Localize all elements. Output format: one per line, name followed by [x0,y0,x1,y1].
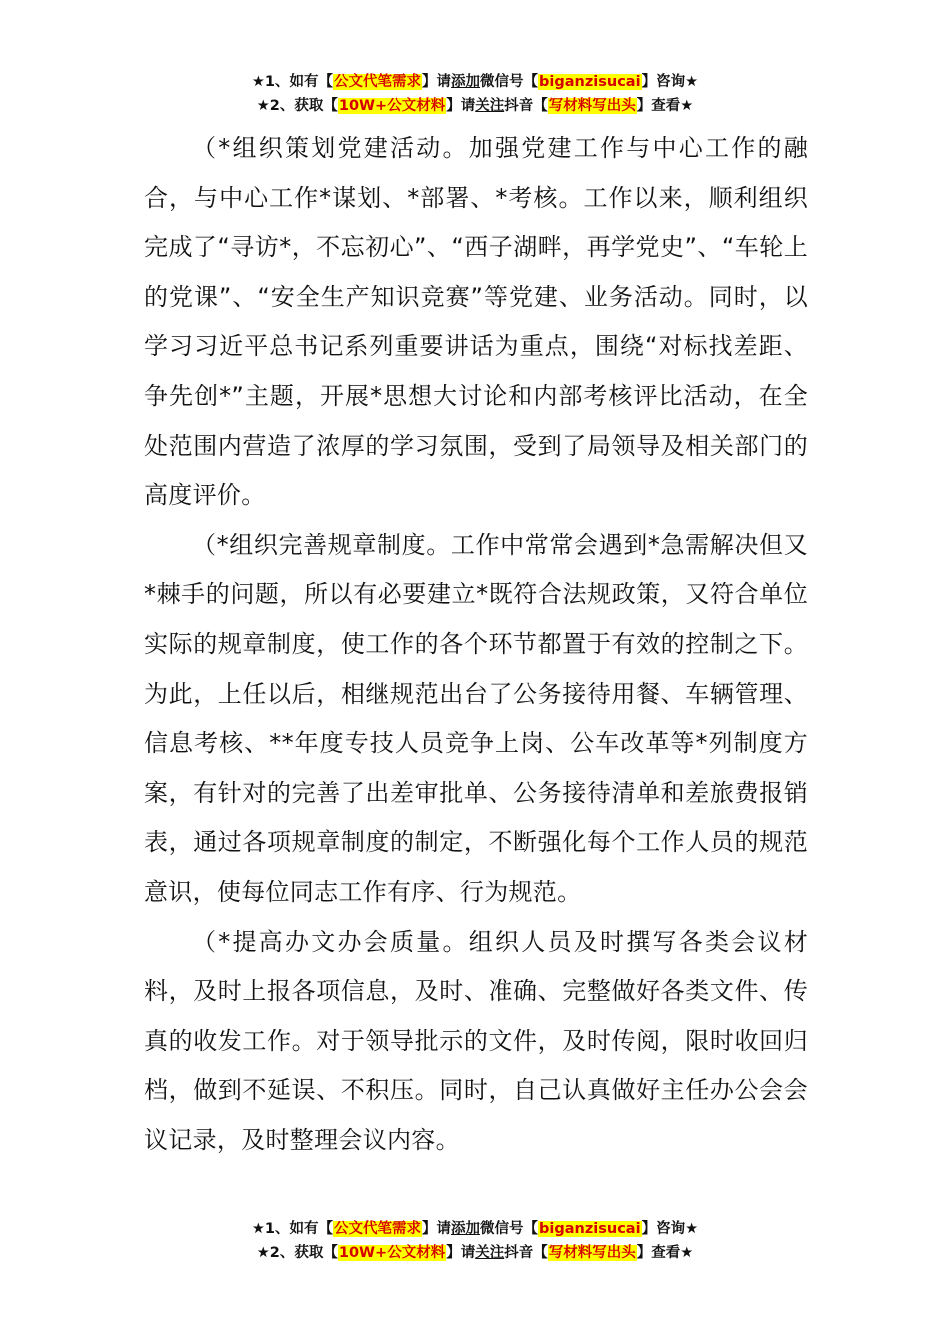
banner-text: 】咨询★ [641,74,699,90]
banner-text: ★1、如有【 [251,74,334,90]
banner-text: 】查看★ [636,98,694,114]
banner-text: 】请 [446,98,476,114]
banner-text: 微信号【 [480,1221,539,1237]
document-body [144,124,808,1165]
banner-underline: 关注 [475,98,505,114]
paragraph-party-building: （*组织策划党建活动。加强党建工作与中心工作的融合，与中心工作*谋划、*部署、*考核。工作以来，顺利组织完成了“寻访*，不忘初心”、“西子湖畔，再学党史”、“车轮上的党课”、“安全生产知识竞赛”等党建、业务活动。同时，以学习习近平总书记系列重要讲话为重点，围绕“对标找差距、争先创*”主题，开展*思想大讨论和内部考核评比活动，在全处范围内营造了浓厚的学习氛围，受到了局领导及相关部门的高度评价。 [144,134,808,510]
banner-highlight: 10W+公文材料 [338,1245,446,1261]
banner-text: 抖音【 [504,98,548,114]
footer-banner [0,1217,950,1265]
banner-text: ★1、如有【 [251,1221,334,1237]
banner-text: ★2、获取【 [256,1245,338,1261]
banner-text: 微信号【 [480,74,539,90]
banner-line-1 [0,1217,950,1241]
banner-underline: 添加 [451,1221,481,1237]
banner-text: ★2、获取【 [256,98,338,114]
banner-highlight: 写材料写出头 [548,1245,636,1261]
banner-highlight: 10W+公文材料 [338,98,446,114]
banner-text: 】请 [422,74,452,90]
paragraph-regulations: （*组织完善规章制度。工作中常常会遇到*急需解决但又*棘手的问题，所以有必要建立*既符合法规政策，又符合单位实际的规章制度，使工作的各个环节都置于有效的控制之下。为此，上任以后，相继规范出台了公务接待用餐、车辆管理、信息考核、**年度专技人员竞争上岗、公车改革等*列制度方案，有针对的完善了出差审批单、公务接待清单和差旅费报销表，通过各项规章制度的制定，不断强化每个工作人员的规范意识，使每位同志工作有序、行为规范。 [144,530,808,906]
banner-text: 】查看★ [636,1245,694,1261]
banner-text: 】请 [446,1245,476,1261]
banner-highlight: 公文代笔需求 [334,1221,422,1237]
header-banner [0,70,950,118]
banner-underline: 关注 [475,1245,505,1261]
banner-text: 】请 [422,1221,452,1237]
banner-line-2 [0,1241,950,1265]
banner-highlight: biganzisucai [539,74,641,90]
banner-text: 抖音【 [504,1245,548,1261]
banner-highlight: 写材料写出头 [548,98,636,114]
banner-underline: 添加 [451,74,481,90]
paragraph-document-meetings: （*提高办文办会质量。组织人员及时撰写各类会议材料，及时上报各项信息，及时、准确、完整做好各类文件、传真的收发工作。对于领导批示的文件，及时传阅，限时收回归档，做到不延误、不积压。同时，自己认真做好主任办公会会议记录，及时整理会议内容。 [144,927,808,1154]
banner-highlight: biganzisucai [539,1221,641,1237]
banner-highlight: 公文代笔需求 [334,74,422,90]
banner-text: 】咨询★ [641,1221,699,1237]
banner-line-2 [0,94,950,118]
banner-line-1 [0,70,950,94]
